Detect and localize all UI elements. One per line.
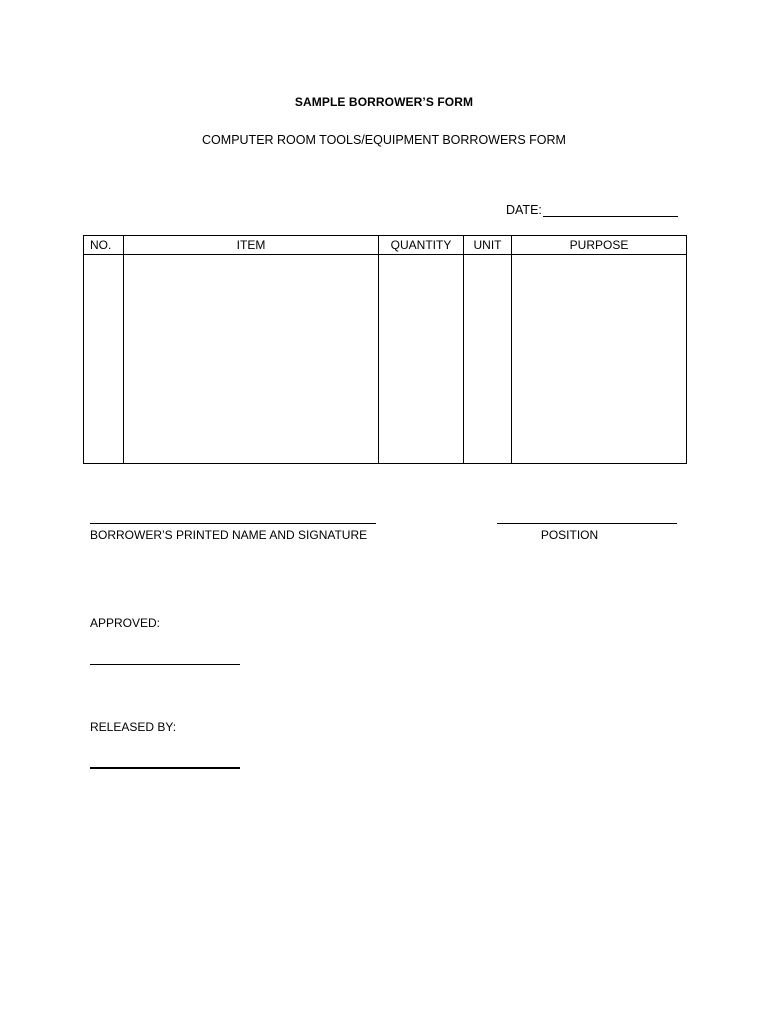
- approved-label: APPROVED:: [90, 616, 161, 630]
- cell-unit[interactable]: [464, 255, 512, 464]
- header-no: NO.: [84, 236, 124, 255]
- header-unit: UNIT: [464, 236, 512, 255]
- position-label: POSITION: [540, 528, 599, 542]
- date-label: DATE:: [506, 203, 542, 217]
- header-item: ITEM: [124, 236, 379, 255]
- items-table: [83, 235, 687, 464]
- cell-quantity[interactable]: [379, 255, 464, 464]
- borrower-signature-line[interactable]: [90, 523, 376, 524]
- date-input-line[interactable]: [543, 203, 678, 217]
- table-header-row: [84, 236, 687, 255]
- header-quantity: QUANTITY: [379, 236, 464, 255]
- form-title: SAMPLE BORROWER’S FORM: [294, 95, 474, 109]
- table-row: [84, 255, 687, 464]
- approved-signature-line[interactable]: [90, 664, 240, 665]
- form-subtitle: COMPUTER ROOM TOOLS/EQUIPMENT BORROWERS FORM: [202, 133, 566, 147]
- cell-no[interactable]: [84, 255, 124, 464]
- cell-item[interactable]: [124, 255, 379, 464]
- date-field: [506, 203, 678, 217]
- position-line[interactable]: [497, 523, 677, 524]
- header-purpose: PURPOSE: [512, 236, 687, 255]
- borrower-label: BORROWER’S PRINTED NAME AND SIGNATURE: [90, 528, 368, 542]
- cell-purpose[interactable]: [512, 255, 687, 464]
- released-label: RELEASED BY:: [90, 720, 177, 734]
- released-signature-line[interactable]: [90, 767, 240, 769]
